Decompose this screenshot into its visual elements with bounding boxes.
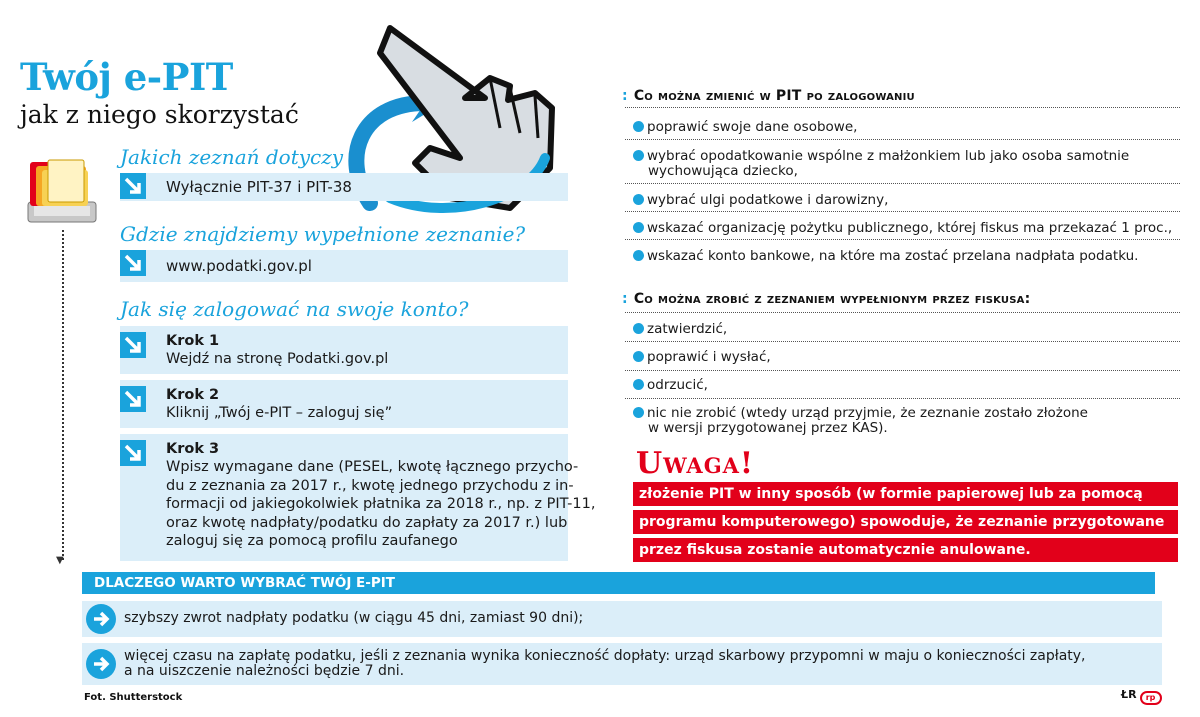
list-item: zatwierdzić,: [633, 322, 1178, 337]
bullet-icon: [633, 379, 644, 390]
arrow-down-right-icon: [120, 332, 146, 358]
arrow-down-right-icon: [120, 386, 146, 412]
divider: [625, 341, 1180, 342]
bullet-icon: [633, 250, 644, 261]
step-text: du z zeznania za 2017 r., kwotę jednego przychodu z in-: [166, 477, 574, 494]
colon-dots-icon: :: [622, 291, 628, 307]
login-step-1: [120, 326, 568, 374]
rp-logo: rp: [1140, 691, 1162, 705]
answer-which-returns: Wyłącznie PIT-37 i PIT-38: [120, 173, 568, 201]
timeline-arrow-icon: ▼: [56, 555, 64, 566]
bullet-icon: [633, 150, 644, 161]
list-item: odrzucić,: [633, 378, 1178, 393]
divider: [625, 239, 1180, 240]
author-logo: ŁR rp: [1121, 688, 1162, 705]
list-item: poprawić swoje dane osobowe,: [633, 120, 1178, 135]
arrow-right-circle-icon: [86, 649, 116, 679]
divider: [625, 183, 1180, 184]
bullet-icon: [633, 407, 644, 418]
step-text: Wejdź na stronę Podatki.gov.pl: [166, 351, 389, 367]
arrow-down-right-icon: [120, 440, 146, 466]
step-text: zaloguj się za pomocą profilu zaufanego: [166, 533, 458, 550]
warning-label: Uwaga!: [636, 446, 755, 481]
divider: [625, 370, 1180, 371]
bullet-icon: [633, 323, 644, 334]
list-item: poprawić i wysłać,: [633, 350, 1178, 365]
arrow-right-circle-icon: [86, 604, 116, 634]
timeline-line: [62, 230, 64, 560]
list-item: nic nie zrobić (wtedy urząd przyjmie, że zeznanie zostało złożone w wersji przygotowanej przez KAS).: [633, 406, 1178, 436]
folder-laptop-icon: [22, 152, 102, 232]
list-item: wybrać opodatkowanie wspólne z małżonkiem lub jako osoba samotnie wychowująca dziecko,: [633, 149, 1178, 179]
arrow-down-right-icon: [120, 250, 146, 276]
answer-where-to-find: www.podatki.gov.pl: [120, 250, 568, 282]
step-title: Krok 1: [166, 333, 220, 349]
step-title: Krok 3: [166, 441, 220, 457]
step-text: formacji od jakiegokolwiek płatnika za 2018 r., np. z PIT-11,: [166, 496, 596, 513]
why-item: szybszy zwrot nadpłaty podatku (w ciągu 45 dni, zamiast 90 dni);: [82, 601, 1162, 637]
step-text: Wpisz wymagane dane (PESEL, kwotę łącznego przycho-: [166, 459, 579, 476]
question-how-to-login: Jak się zalogować na swoje konto?: [120, 297, 469, 321]
what-can-do-heading: : Co można zrobić z zeznaniem wypełnionym przez fiskusa:: [622, 291, 1031, 307]
why-heading: DLACZEGO WARTO WYBRAĆ TWÓJ E-PIT: [82, 572, 1155, 594]
colon-dots-icon: :: [622, 88, 628, 104]
divider: [625, 312, 1180, 313]
what-can-change-heading: : Co można zmienić w PIT po zalogowaniu: [622, 88, 915, 104]
bullet-icon: [633, 121, 644, 132]
list-item: wskazać konto bankowe, na które ma zostać przelana nadpłata podatku.: [633, 249, 1178, 264]
warning-line: złożenie PIT w inny sposób (w formie papierowej lub za pomocą: [633, 482, 1178, 506]
divider: [625, 139, 1180, 140]
bullet-icon: [633, 222, 644, 233]
step-text: Kliknij „Twój e-PIT – zaloguj się”: [166, 405, 393, 421]
why-item: więcej czasu na zapłatę podatku, jeśli z zeznania wynika konieczność dopłaty: urząd skarbowy przypomni w maju o konieczności zapłaty, a na uiszczenie należności będzie 7 dni.: [82, 643, 1162, 685]
warning-line: programu komputerowego) spowoduje, że zeznanie przygotowane: [633, 510, 1178, 534]
arrow-down-right-icon: [120, 173, 146, 199]
divider: [625, 398, 1180, 399]
step-title: Krok 2: [166, 387, 220, 403]
list-item: wybrać ulgi podatkowe i darowizny,: [633, 193, 1178, 208]
warning-line: przez fiskusa zostanie automatycznie anulowane.: [633, 538, 1178, 562]
page-title: Twój e-PIT: [20, 55, 233, 99]
divider: [625, 107, 1180, 108]
photo-credit: Fot. Shutterstock: [84, 692, 183, 703]
login-step-2: [120, 380, 568, 428]
bullet-icon: [633, 194, 644, 205]
list-item: wskazać organizację pożytku publicznego, której fiskus ma przekazać 1 proc.,: [633, 221, 1178, 236]
question-which-returns: Jakich zeznań dotyczy: [120, 145, 344, 169]
divider: [625, 211, 1180, 212]
page-subtitle: jak z niego skorzystać: [20, 100, 299, 129]
question-where-to-find: Gdzie znajdziemy wypełnione zeznanie?: [120, 222, 526, 246]
login-step-3: [120, 434, 596, 561]
step-text: oraz kwotę nadpłaty/podatku do zapłaty za 2017 r.) lub: [166, 514, 568, 531]
bullet-icon: [633, 351, 644, 362]
